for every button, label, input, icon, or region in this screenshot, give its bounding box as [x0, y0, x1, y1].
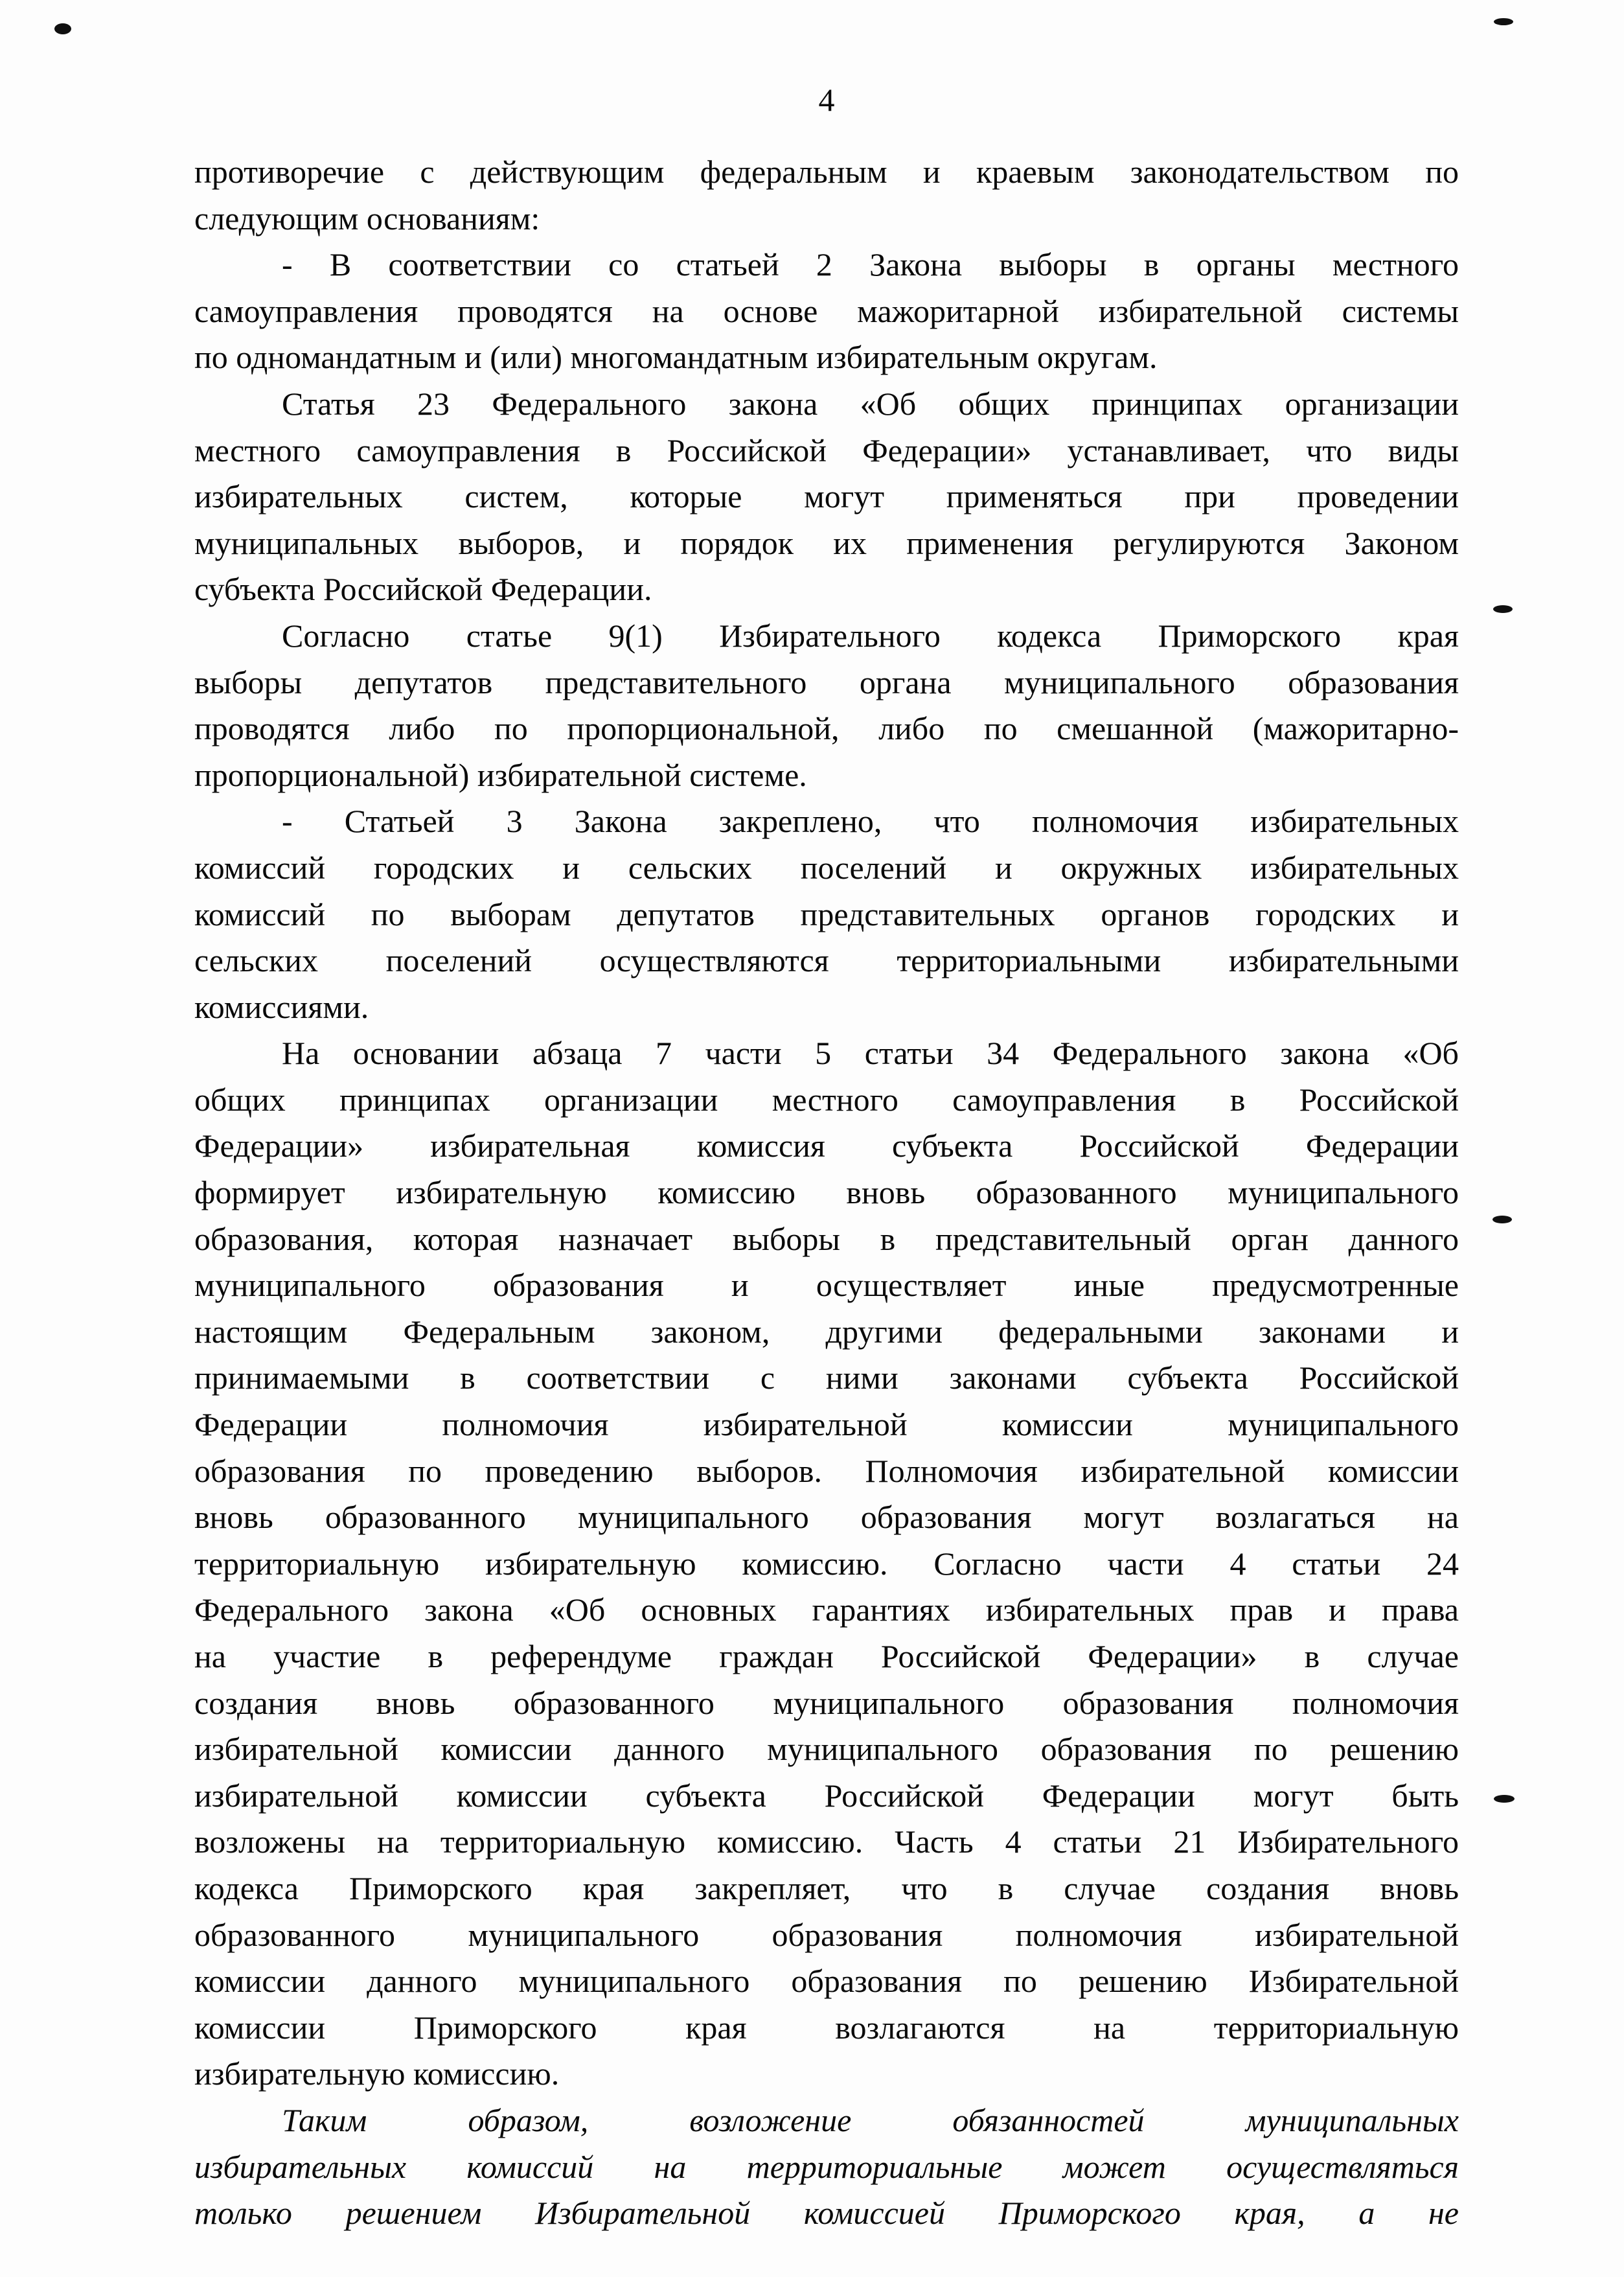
text-line: общих принципах организации местного самоуправления в Российской [194, 1081, 1459, 1118]
text-line: комиссии Приморского края возлагаются на территориальную [194, 2009, 1459, 2046]
paragraph [194, 1030, 1459, 2098]
text-line: следующим основаниям: [194, 200, 540, 237]
scan-artifact [54, 23, 71, 34]
text-line: выборы депутатов представительного органа муниципального образования [194, 664, 1459, 700]
text-line: муниципального образования и осуществляет иные предусмотренные [194, 1267, 1459, 1304]
text-line: формирует избирательную комиссию вновь образованного муниципального [194, 1174, 1459, 1211]
text-line: На основании абзаца 7 части 5 статьи 34 Федерального закона «Об [282, 1035, 1459, 1072]
text-line: кодекса Приморского края закрепляет, что в случае создания вновь [194, 1869, 1459, 1906]
text-line: проводятся либо по пропорциональной, либо по смешанной (мажоритарно- [194, 710, 1459, 747]
text-line: Таким образом, возложение обязанностей муниципальных [282, 2101, 1459, 2138]
text-line: Федерации» избирательная комиссия субъекта Российской Федерации [194, 1127, 1459, 1164]
text-line: пропорциональной) избирательной системе. [194, 756, 807, 793]
text-line: принимаемыми в соответствии с ними законами субъекта Российской [194, 1359, 1459, 1396]
document-text [194, 149, 1459, 2237]
text-line: комиссии данного муниципального образования по решению Избирательной [194, 1963, 1459, 2000]
text-line: Согласно статье 9(1) Избирательного кодекса Приморского края [282, 617, 1459, 654]
text-line: образованного муниципального образования полномочия избирательной [194, 1916, 1459, 1953]
text-line: субъекта Российской Федерации. [194, 571, 652, 608]
text-line: избирательной комиссии субъекта Российской Федерации могут быть [194, 1777, 1459, 1814]
text-line: вновь образованного муниципального образования могут возлагаться на [194, 1499, 1459, 1536]
text-line: избирательных систем, которые могут применяться при проведении [194, 478, 1459, 515]
text-line: создания вновь образованного муниципального образования полномочия [194, 1684, 1459, 1721]
paragraph [194, 149, 1459, 242]
scan-artifact [1492, 1216, 1512, 1223]
text-line: избирательных комиссий на территориальные может осуществляться [194, 2148, 1459, 2185]
text-line: комиссий по выборам депутатов представительных органов городских и [194, 896, 1459, 932]
scan-artifact [1493, 605, 1513, 613]
text-line: муниципальных выборов, и порядок их применения регулируются Законом [194, 524, 1459, 561]
text-line: комиссий городских и сельских поселений и окружных избирательных [194, 849, 1459, 886]
text-line: по одномандатным и (или) многомандатным избирательным округам. [194, 339, 1158, 376]
paragraph [194, 381, 1459, 613]
paragraph [194, 613, 1459, 798]
text-line: избирательную комиссию. [194, 2055, 560, 2092]
text-line: сельских поселений осуществляются территориальными избирательными [194, 942, 1459, 979]
text-line: - Статьей 3 Закона закреплено, что полномочия избирательных [282, 803, 1459, 840]
text-line: избирательной комиссии данного муниципального образования по решению [194, 1731, 1459, 1768]
text-line: комиссиями. [194, 988, 369, 1025]
text-line: территориальную избирательную комиссию. Согласно части 4 статьи 24 [194, 1545, 1459, 1582]
text-line: на участие в референдуме граждан Российской Федерации» в случае [194, 1638, 1459, 1674]
text-line: Федерального закона «Об основных гарантиях избирательных прав и права [194, 1591, 1459, 1628]
text-line: Статья 23 Федерального закона «Об общих принципах организации [282, 385, 1459, 422]
text-line: - В соответствии со статьей 2 Закона выборы в органы местного [282, 246, 1459, 283]
scan-artifact [1494, 18, 1513, 25]
text-line: Федерации полномочия избирательной комиссии муниципального [194, 1406, 1459, 1443]
text-line: образования по проведению выборов. Полномочия избирательной комиссии [194, 1452, 1459, 1489]
text-line: только решением Избирательной комиссией Приморского края, а не [194, 2195, 1459, 2232]
paragraph-italic [194, 2098, 1459, 2237]
paragraph [194, 798, 1459, 1030]
text-line: образования, которая назначает выборы в представительный орган данного [194, 1220, 1459, 1257]
text-line: самоуправления проводятся на основе мажоритарной избирательной системы [194, 292, 1459, 329]
text-line: возложены на территориальную комиссию. Часть 4 статьи 21 Избирательного [194, 1823, 1459, 1860]
scan-artifact [1494, 1795, 1515, 1803]
text-line: местного самоуправления в Российской Федерации» устанавливает, что виды [194, 432, 1459, 468]
page-number: 4 [818, 82, 835, 118]
paragraph [194, 242, 1459, 381]
text-line: настоящим Федеральным законом, другими федеральными законами и [194, 1313, 1459, 1350]
text-line: противоречие с действующим федеральным и краевым законодательством по [194, 154, 1459, 190]
